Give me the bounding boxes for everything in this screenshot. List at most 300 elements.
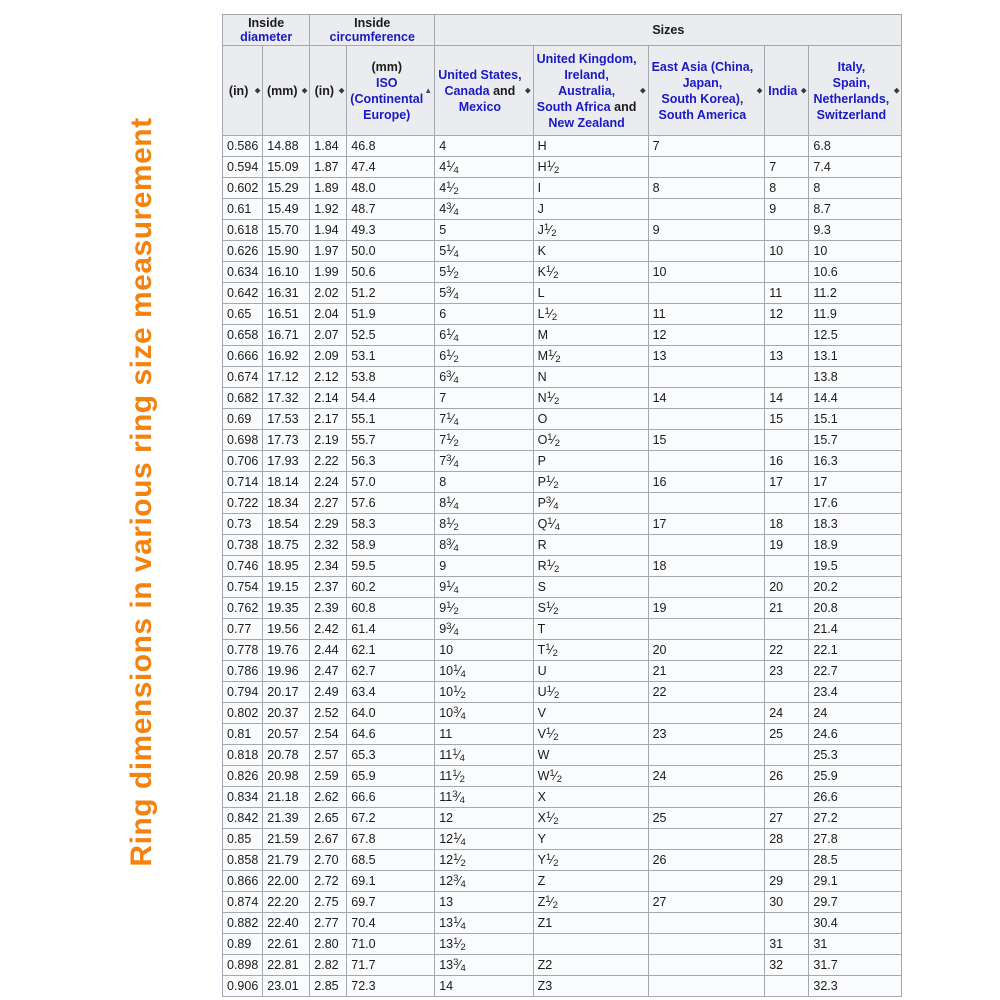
cell-united-states-canada-mexico: $8^3⁄_4$ — [435, 535, 533, 556]
header-link[interactable]: New Zealand — [548, 115, 625, 130]
cell-east-asia-south-america: 22 — [648, 682, 765, 703]
cell-circumference-in: 2.80 — [310, 934, 347, 955]
cell-east-asia-south-america — [648, 577, 765, 598]
cell-italy-spain-netherlands-switzerland: 29.1 — [809, 871, 902, 892]
cell-circumference-in: 2.34 — [310, 556, 347, 577]
cell-uk-ireland-australia-southafrica-newzealand: $Q^1⁄_4$ — [533, 514, 648, 535]
cell-circumference-mm-iso: 62.7 — [347, 661, 435, 682]
cell-united-states-canada-mexico: $9^3⁄_4$ — [435, 619, 533, 640]
cell-uk-ireland-australia-southafrica-newzealand: I — [533, 178, 648, 199]
cell-east-asia-south-america: 20 — [648, 640, 765, 661]
sort-icon: ◆ — [756, 87, 763, 94]
cell-circumference-mm-iso: 69.1 — [347, 871, 435, 892]
header-link[interactable]: (Continental — [350, 91, 424, 106]
cell-india: 13 — [765, 346, 809, 367]
cell-circumference-in: 2.02 — [310, 283, 347, 304]
cell-diameter-in: 0.642 — [223, 283, 263, 304]
table-row — [223, 178, 902, 199]
cell-east-asia-south-america: 21 — [648, 661, 765, 682]
cell-circumference-in: 2.62 — [310, 787, 347, 808]
cell-circumference-mm-iso: 60.8 — [347, 598, 435, 619]
cell-diameter-mm: 16.71 — [263, 325, 310, 346]
cell-uk-ireland-australia-southafrica-newzealand: M — [533, 325, 648, 346]
cell-united-states-canada-mexico: $7^1⁄_4$ — [435, 409, 533, 430]
cell-italy-spain-netherlands-switzerland: 17.6 — [809, 493, 902, 514]
cell-circumference-in: 1.97 — [310, 241, 347, 262]
cell-united-states-canada-mexico: 11 — [435, 724, 533, 745]
cell-united-states-canada-mexico: $5^3⁄_4$ — [435, 283, 533, 304]
table-row — [223, 661, 902, 682]
cell-india: 26 — [765, 766, 809, 787]
cell-united-states-canada-mexico: $12^1⁄_4$ — [435, 829, 533, 850]
header-link[interactable]: diameter — [240, 30, 293, 44]
cell-circumference-mm-iso: 63.4 — [347, 682, 435, 703]
header-link[interactable]: Canada — [444, 83, 490, 98]
cell-circumference-in: 2.75 — [310, 892, 347, 913]
table-row — [223, 640, 902, 661]
table-row — [223, 388, 902, 409]
cell-diameter-in: 0.658 — [223, 325, 263, 346]
cell-india — [765, 493, 809, 514]
cell-diameter-in: 0.826 — [223, 766, 263, 787]
column-header-united-states-canada-mexico[interactable] — [435, 46, 533, 136]
cell-circumference-in: 2.07 — [310, 325, 347, 346]
cell-united-states-canada-mexico: $11^3⁄_4$ — [435, 787, 533, 808]
table-row — [223, 682, 902, 703]
cell-circumference-in: 1.84 — [310, 136, 347, 157]
table-row — [223, 808, 902, 829]
cell-italy-spain-netherlands-switzerland: 8.7 — [809, 199, 902, 220]
table-row — [223, 829, 902, 850]
cell-italy-spain-netherlands-switzerland: 13.1 — [809, 346, 902, 367]
cell-united-states-canada-mexico: 10 — [435, 640, 533, 661]
cell-india — [765, 682, 809, 703]
cell-east-asia-south-america — [648, 241, 765, 262]
header-line — [812, 59, 890, 75]
cell-circumference-mm-iso: 71.0 — [347, 934, 435, 955]
cell-italy-spain-netherlands-switzerland: 16.3 — [809, 451, 902, 472]
cell-india — [765, 850, 809, 871]
cell-circumference-mm-iso: 59.5 — [347, 556, 435, 577]
table-row — [223, 619, 902, 640]
cell-circumference-in: 2.32 — [310, 535, 347, 556]
cell-east-asia-south-america — [648, 934, 765, 955]
cell-circumference-mm-iso: 47.4 — [347, 157, 435, 178]
cell-diameter-mm: 17.53 — [263, 409, 310, 430]
sort-icon: ◆ — [801, 87, 807, 94]
cell-diameter-in: 0.674 — [223, 367, 263, 388]
cell-east-asia-south-america: 19 — [648, 598, 765, 619]
cell-east-asia-south-america: 7 — [648, 136, 765, 157]
cell-east-asia-south-america — [648, 703, 765, 724]
cell-east-asia-south-america: 15 — [648, 430, 765, 451]
cell-uk-ireland-australia-southafrica-newzealand: $K^1⁄_2$ — [533, 262, 648, 283]
header-link[interactable]: Spain, — [832, 75, 871, 90]
cell-italy-spain-netherlands-switzerland: 9.3 — [809, 220, 902, 241]
cell-india: 19 — [765, 535, 809, 556]
cell-india — [765, 913, 809, 934]
cell-diameter-in: 0.618 — [223, 220, 263, 241]
table-row — [223, 703, 902, 724]
cell-india: 30 — [765, 892, 809, 913]
header-link[interactable]: Netherlands, — [813, 91, 890, 106]
cell-circumference-in: 2.17 — [310, 409, 347, 430]
sort-icon: ◆ — [301, 87, 308, 94]
table-row — [223, 451, 902, 472]
header-link[interactable]: Europe) — [363, 107, 411, 122]
cell-united-states-canada-mexico: 5 — [435, 220, 533, 241]
table-row — [223, 199, 902, 220]
cell-diameter-in: 0.682 — [223, 388, 263, 409]
cell-circumference-mm-iso: 55.1 — [347, 409, 435, 430]
table-row — [223, 850, 902, 871]
cell-italy-spain-netherlands-switzerland: 11.9 — [809, 304, 902, 325]
cell-diameter-mm: 22.00 — [263, 871, 310, 892]
cell-diameter-mm: 22.81 — [263, 955, 310, 976]
cell-circumference-mm-iso: 57.0 — [347, 472, 435, 493]
cell-diameter-in: 0.754 — [223, 577, 263, 598]
cell-italy-spain-netherlands-switzerland: 24.6 — [809, 724, 902, 745]
cell-uk-ireland-australia-southafrica-newzealand: Y — [533, 829, 648, 850]
table-row — [223, 766, 902, 787]
cell-east-asia-south-america — [648, 871, 765, 892]
cell-india — [765, 325, 809, 346]
cell-united-states-canada-mexico: 14 — [435, 976, 533, 997]
cell-united-states-canada-mexico: $13^1⁄_2$ — [435, 934, 533, 955]
cell-diameter-in: 0.626 — [223, 241, 263, 262]
cell-italy-spain-netherlands-switzerland: 14.4 — [809, 388, 902, 409]
cell-italy-spain-netherlands-switzerland: 7.4 — [809, 157, 902, 178]
cell-diameter-mm: 22.61 — [263, 934, 310, 955]
cell-diameter-mm: 15.90 — [263, 241, 310, 262]
header-line — [226, 83, 251, 99]
cell-diameter-in: 0.882 — [223, 913, 263, 934]
cell-circumference-in: 2.49 — [310, 682, 347, 703]
cell-united-states-canada-mexico: $11^1⁄_2$ — [435, 766, 533, 787]
sort-icon: ◆ — [640, 87, 646, 94]
cell-united-states-canada-mexico: $11^1⁄_4$ — [435, 745, 533, 766]
header-line — [266, 83, 298, 99]
vertical-caption: Ring dimensions in various ring size measurement — [125, 117, 158, 867]
cell-india: 21 — [765, 598, 809, 619]
cell-circumference-in: 2.09 — [310, 346, 347, 367]
cell-united-states-canada-mexico: $4^3⁄_4$ — [435, 199, 533, 220]
column-header-italy-spain-netherlands-switzerland[interactable] — [809, 46, 902, 136]
cell-diameter-in: 0.874 — [223, 892, 263, 913]
cell-diameter-mm: 20.57 — [263, 724, 310, 745]
cell-circumference-in: 2.04 — [310, 304, 347, 325]
cell-uk-ireland-australia-southafrica-newzealand: X — [533, 787, 648, 808]
table-row — [223, 472, 902, 493]
header-text: (mm) — [371, 59, 403, 74]
cell-circumference-in: 2.70 — [310, 850, 347, 871]
cell-diameter-in: 0.586 — [223, 136, 263, 157]
table-row — [223, 787, 902, 808]
column-header-uk-ireland-australia-southafrica-newzealand[interactable] — [533, 46, 648, 136]
header-link[interactable]: United Kingdom, — [536, 51, 637, 66]
cell-diameter-mm: 17.73 — [263, 430, 310, 451]
cell-circumference-mm-iso: 65.3 — [347, 745, 435, 766]
cell-italy-spain-netherlands-switzerland: 19.5 — [809, 556, 902, 577]
cell-italy-spain-netherlands-switzerland: 24 — [809, 703, 902, 724]
cell-diameter-mm: 18.34 — [263, 493, 310, 514]
cell-india: 12 — [765, 304, 809, 325]
cell-italy-spain-netherlands-switzerland: 27.8 — [809, 829, 902, 850]
cell-circumference-mm-iso: 46.8 — [347, 136, 435, 157]
cell-east-asia-south-america: 26 — [648, 850, 765, 871]
column-header-circumference-mm-iso[interactable] — [347, 46, 435, 136]
cell-uk-ireland-australia-southafrica-newzealand: $O^1⁄_2$ — [533, 430, 648, 451]
column-header-east-asia-south-america[interactable] — [648, 46, 765, 136]
cell-circumference-mm-iso: 69.7 — [347, 892, 435, 913]
cell-east-asia-south-america: 24 — [648, 766, 765, 787]
cell-diameter-mm: 19.96 — [263, 661, 310, 682]
cell-east-asia-south-america — [648, 493, 765, 514]
cell-circumference-in: 2.44 — [310, 640, 347, 661]
header-line — [652, 75, 754, 91]
cell-italy-spain-netherlands-switzerland: 26.6 — [809, 787, 902, 808]
cell-east-asia-south-america — [648, 829, 765, 850]
column-header-row — [223, 46, 902, 136]
cell-united-states-canada-mexico: $5^1⁄_4$ — [435, 241, 533, 262]
header-line — [438, 83, 521, 99]
cell-diameter-mm: 17.93 — [263, 451, 310, 472]
cell-united-states-canada-mexico: $12^3⁄_4$ — [435, 871, 533, 892]
column-header-india[interactable] — [765, 46, 809, 136]
header-line — [438, 99, 521, 115]
cell-uk-ireland-australia-southafrica-newzealand: $P^3⁄_4$ — [533, 493, 648, 514]
cell-united-states-canada-mexico: 13 — [435, 892, 533, 913]
cell-diameter-in: 0.706 — [223, 451, 263, 472]
cell-italy-spain-netherlands-switzerland: 28.5 — [809, 850, 902, 871]
cell-circumference-in: 2.29 — [310, 514, 347, 535]
cell-circumference-in: 2.22 — [310, 451, 347, 472]
cell-circumference-in: 1.89 — [310, 178, 347, 199]
header-line — [350, 59, 423, 75]
table-row — [223, 157, 902, 178]
cell-italy-spain-netherlands-switzerland: 23.4 — [809, 682, 902, 703]
header-link[interactable]: India — [768, 83, 798, 98]
cell-uk-ireland-australia-southafrica-newzealand: O — [533, 409, 648, 430]
cell-diameter-in: 0.666 — [223, 346, 263, 367]
cell-diameter-mm: 17.12 — [263, 367, 310, 388]
cell-uk-ireland-australia-southafrica-newzealand: L — [533, 283, 648, 304]
cell-india: 9 — [765, 199, 809, 220]
header-text: and — [489, 83, 516, 98]
cell-united-states-canada-mexico: $6^1⁄_4$ — [435, 325, 533, 346]
table-row — [223, 871, 902, 892]
cell-diameter-mm: 21.79 — [263, 850, 310, 871]
cell-circumference-mm-iso: 62.1 — [347, 640, 435, 661]
cell-circumference-mm-iso: 72.3 — [347, 976, 435, 997]
cell-uk-ireland-australia-southafrica-newzealand: Z2 — [533, 955, 648, 976]
header-link[interactable]: East Asia (China, — [651, 59, 754, 74]
cell-italy-spain-netherlands-switzerland: 31 — [809, 934, 902, 955]
cell-east-asia-south-america — [648, 199, 765, 220]
cell-united-states-canada-mexico: $4^1⁄_4$ — [435, 157, 533, 178]
cell-diameter-in: 0.714 — [223, 472, 263, 493]
cell-diameter-in: 0.786 — [223, 661, 263, 682]
sort-ascending-icon: ▲ — [424, 85, 433, 95]
cell-diameter-mm: 18.75 — [263, 535, 310, 556]
cell-uk-ireland-australia-southafrica-newzealand: J — [533, 199, 648, 220]
cell-united-states-canada-mexico: $10^1⁄_2$ — [435, 682, 533, 703]
header-link[interactable]: Mexico — [458, 99, 502, 114]
header-link[interactable]: ISO — [375, 75, 398, 90]
cell-united-states-canada-mexico: $6^3⁄_4$ — [435, 367, 533, 388]
cell-circumference-mm-iso: 54.4 — [347, 388, 435, 409]
cell-circumference-mm-iso: 56.3 — [347, 451, 435, 472]
column-header-diameter-mm[interactable] — [263, 46, 310, 136]
header-link[interactable]: circumference — [329, 30, 415, 44]
cell-circumference-in: 2.27 — [310, 493, 347, 514]
cell-italy-spain-netherlands-switzerland: 20.2 — [809, 577, 902, 598]
cell-diameter-mm: 19.35 — [263, 598, 310, 619]
cell-united-states-canada-mexico: $13^3⁄_4$ — [435, 955, 533, 976]
cell-italy-spain-netherlands-switzerland: 22.7 — [809, 661, 902, 682]
cell-circumference-in: 1.99 — [310, 262, 347, 283]
cell-uk-ireland-australia-southafrica-newzealand: Z1 — [533, 913, 648, 934]
header-link[interactable]: Ireland, — [564, 67, 609, 82]
header-line — [768, 83, 797, 99]
header-link[interactable]: Japan, — [682, 75, 723, 90]
cell-diameter-in: 0.794 — [223, 682, 263, 703]
cell-italy-spain-netherlands-switzerland: 29.7 — [809, 892, 902, 913]
cell-india — [765, 556, 809, 577]
table-row — [223, 577, 902, 598]
group-header-inside-diameter — [223, 15, 310, 46]
cell-india: 7 — [765, 157, 809, 178]
cell-diameter-mm: 21.18 — [263, 787, 310, 808]
cell-east-asia-south-america: 16 — [648, 472, 765, 493]
cell-india: 10 — [765, 241, 809, 262]
column-header-circumference-in[interactable] — [310, 46, 347, 136]
cell-circumference-in: 2.72 — [310, 871, 347, 892]
cell-uk-ireland-australia-southafrica-newzealand: $J^1⁄_2$ — [533, 220, 648, 241]
table-row — [223, 136, 902, 157]
cell-diameter-in: 0.85 — [223, 829, 263, 850]
cell-uk-ireland-australia-southafrica-newzealand: Z — [533, 871, 648, 892]
cell-diameter-in: 0.81 — [223, 724, 263, 745]
cell-uk-ireland-australia-southafrica-newzealand: $V^1⁄_2$ — [533, 724, 648, 745]
cell-italy-spain-netherlands-switzerland: 27.2 — [809, 808, 902, 829]
table-row — [223, 934, 902, 955]
cell-india: 29 — [765, 871, 809, 892]
cell-diameter-in: 0.818 — [223, 745, 263, 766]
cell-diameter-in: 0.778 — [223, 640, 263, 661]
cell-diameter-in: 0.61 — [223, 199, 263, 220]
column-header-diameter-in[interactable] — [223, 46, 263, 136]
header-text: (in) — [314, 83, 334, 98]
cell-diameter-in: 0.866 — [223, 871, 263, 892]
cell-circumference-mm-iso: 53.1 — [347, 346, 435, 367]
cell-italy-spain-netherlands-switzerland: 20.8 — [809, 598, 902, 619]
cell-circumference-in: 1.87 — [310, 157, 347, 178]
header-text: (mm) — [267, 83, 298, 98]
cell-east-asia-south-america — [648, 619, 765, 640]
cell-east-asia-south-america: 23 — [648, 724, 765, 745]
cell-circumference-in: 2.19 — [310, 430, 347, 451]
table-row — [223, 913, 902, 934]
table-row — [223, 325, 902, 346]
cell-united-states-canada-mexico: $12^1⁄_2$ — [435, 850, 533, 871]
cell-diameter-in: 0.634 — [223, 262, 263, 283]
table-row — [223, 430, 902, 451]
cell-uk-ireland-australia-southafrica-newzealand: $R^1⁄_2$ — [533, 556, 648, 577]
header-link[interactable]: South America — [658, 107, 747, 122]
sort-icon: ◆ — [254, 87, 261, 94]
cell-circumference-mm-iso: 57.6 — [347, 493, 435, 514]
cell-circumference-mm-iso: 51.9 — [347, 304, 435, 325]
header-link[interactable]: Australia, — [558, 83, 616, 98]
header-link[interactable]: South Africa — [536, 99, 611, 114]
cell-india: 8 — [765, 178, 809, 199]
cell-circumference-mm-iso: 61.4 — [347, 619, 435, 640]
cell-uk-ireland-australia-southafrica-newzealand: $X^1⁄_2$ — [533, 808, 648, 829]
cell-circumference-in: 2.65 — [310, 808, 347, 829]
cell-uk-ireland-australia-southafrica-newzealand: S — [533, 577, 648, 598]
cell-india: 24 — [765, 703, 809, 724]
header-link[interactable]: United States, — [438, 67, 522, 82]
cell-circumference-mm-iso: 58.9 — [347, 535, 435, 556]
cell-east-asia-south-america — [648, 409, 765, 430]
cell-diameter-mm: 21.39 — [263, 808, 310, 829]
cell-uk-ireland-australia-southafrica-newzealand: $T^1⁄_2$ — [533, 640, 648, 661]
cell-circumference-in: 2.52 — [310, 703, 347, 724]
cell-diameter-in: 0.738 — [223, 535, 263, 556]
cell-united-states-canada-mexico: $10^1⁄_4$ — [435, 661, 533, 682]
cell-india: 20 — [765, 577, 809, 598]
cell-diameter-mm: 16.92 — [263, 346, 310, 367]
header-line — [537, 67, 637, 83]
cell-diameter-mm: 20.17 — [263, 682, 310, 703]
cell-united-states-canada-mexico: $7^3⁄_4$ — [435, 451, 533, 472]
cell-circumference-mm-iso: 65.9 — [347, 766, 435, 787]
cell-diameter-in: 0.906 — [223, 976, 263, 997]
cell-uk-ireland-australia-southafrica-newzealand: $H^1⁄_2$ — [533, 157, 648, 178]
cell-circumference-mm-iso: 64.6 — [347, 724, 435, 745]
table-row — [223, 262, 902, 283]
cell-india: 14 — [765, 388, 809, 409]
header-link[interactable]: Italy, — [837, 59, 866, 74]
header-link[interactable]: Switzerland — [816, 107, 887, 122]
cell-circumference-in: 2.57 — [310, 745, 347, 766]
cell-uk-ireland-australia-southafrica-newzealand: $Y^1⁄_2$ — [533, 850, 648, 871]
cell-uk-ireland-australia-southafrica-newzealand: R — [533, 535, 648, 556]
cell-circumference-mm-iso: 48.7 — [347, 199, 435, 220]
cell-east-asia-south-america: 10 — [648, 262, 765, 283]
cell-diameter-mm: 19.15 — [263, 577, 310, 598]
cell-east-asia-south-america — [648, 745, 765, 766]
cell-italy-spain-netherlands-switzerland: 25.9 — [809, 766, 902, 787]
table-row — [223, 955, 902, 976]
cell-uk-ireland-australia-southafrica-newzealand: H — [533, 136, 648, 157]
cell-italy-spain-netherlands-switzerland: 25.3 — [809, 745, 902, 766]
cell-united-states-canada-mexico: $13^1⁄_4$ — [435, 913, 533, 934]
cell-circumference-in: 2.85 — [310, 976, 347, 997]
cell-diameter-in: 0.77 — [223, 619, 263, 640]
cell-circumference-in: 2.37 — [310, 577, 347, 598]
cell-italy-spain-netherlands-switzerland: 31.7 — [809, 955, 902, 976]
cell-circumference-mm-iso: 51.2 — [347, 283, 435, 304]
header-line — [350, 75, 423, 91]
cell-uk-ireland-australia-southafrica-newzealand — [533, 934, 648, 955]
header-link[interactable]: South Korea), — [661, 91, 744, 106]
cell-united-states-canada-mexico: $8^1⁄_4$ — [435, 493, 533, 514]
cell-circumference-mm-iso: 52.5 — [347, 325, 435, 346]
table-row — [223, 346, 902, 367]
table-row — [223, 367, 902, 388]
